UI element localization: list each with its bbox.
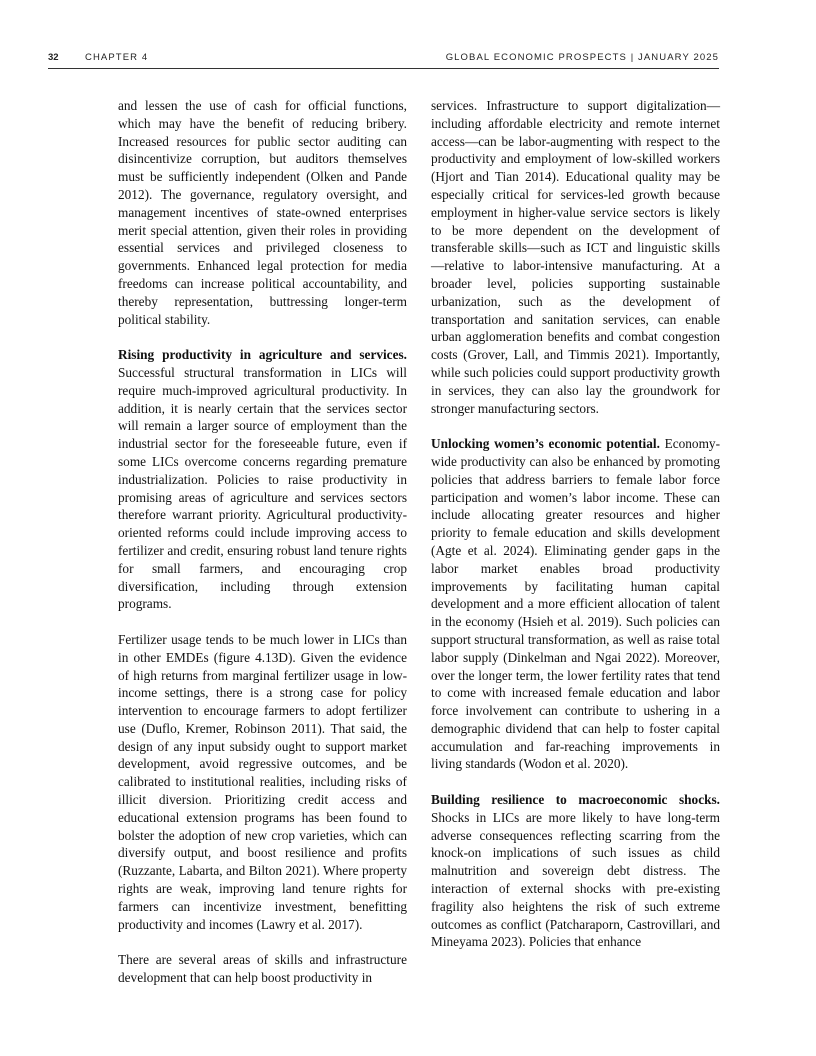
paragraph: and lessen the use of cash for official functions, which may have the benefit of reducing bribery. Increased resources for public sector auditing can disincentivize corruption, but auditors themselves must be sufficiently independent (Olken and Pande 2012). The governance, regulatory oversight, and management incentives of state-owned enterprises merit special attention, given their roles in providing essential services and privileged closeness to governments. Enhanced legal protection for media freedoms can increase political accountability, and thereby representation, buttressing longer-term political stability. [118, 98, 407, 327]
section-heading: Unlocking women’s economic potential. [431, 436, 660, 452]
paragraph-text: Successful structural transformation in LICs will require much-improved agricultural productivity. In addition, it is nearly certain that the services sector will remain a larger source of employment than the industrial sector for the foreseeable future, even if some LICs overcome concerns regarding premature industrialization. Policies to raise productivity in promising areas of agriculture and services sectors therefore warrant priority. Agricultural productivity-oriented reforms could include improving access to fertilizer and credit, ensuring robust land tenure rights for small farmers, and encouraging crop diversification, including through extension programs. [118, 364, 407, 612]
paragraph: Fertilizer usage tends to be much lower in LICs than in other EMDEs (figure 4.13D). Given the evidence of high returns from marginal fertilizer usage in low-income settings, there is a strong case for policy intervention to encourage farmers to adopt fertilizer use (Duflo, Kremer, Robinson 2011). That said, the design of any input subsidy ought to support market development, avoid regressive outcomes, and be calibrated to institutional realities, including risks of illicit diversion. Prioritizing credit access and educational extension programs has been found to bolster the adoption of new crop varieties, which can diversify output, and boost resilience and profits (Ruzzante, Labarta, and Bilton 2021). Where property rights are weak, improving land tenure rights for farmers can incentivize investment, benefitting productivity and incomes (Lawry et al. 2017). [118, 631, 407, 932]
paragraph [431, 791, 720, 951]
paragraph [431, 435, 720, 773]
paragraph [118, 346, 407, 613]
page-number: 32 [48, 52, 59, 63]
left-column [118, 97, 407, 1005]
section-heading: Building resilience to macroeconomic shocks. [431, 792, 720, 808]
paragraph-text: Shocks in LICs are more likely to have long-term adverse consequences reflecting scarring from the knock-on implications of such issues as child malnutrition and sovereign debt distress. The interaction of external shocks with pre-existing fragility also heightens the risk of such extreme outcomes as conflict (Patcharaporn, Castrovillari, and Mineyama 2023). Policies that enhance [431, 809, 720, 950]
right-column [431, 97, 720, 969]
publication-title: GLOBAL ECONOMIC PROSPECTS | JANUARY 2025 [445, 52, 719, 63]
paragraph-text: Economy-wide productivity can also be enhanced by promoting policies that address barriers to female labor force participation and women’s labor income. These can include allocating greater resources and higher priority to female education and skills development (Agte et al. 2024). Eliminating gender gaps in the labor market enables broad productivity improvements by facilitating human capital development and a more efficient allocation of talent in the economy (Hsieh et al. 2019). Such policies can support structural transformation, as well as raise total labor supply (Dinkelman and Ngai 2022). Moreover, over the longer term, the lower fertility rates that tend to come with increased female education and labor force involvement can contribute to ushering in a demographic dividend that can help to foster capital accumulation and far-reaching improvements in living standards (Wodon et al. 2020). [431, 436, 721, 772]
section-heading: Rising productivity in agriculture and services. [118, 347, 407, 363]
paragraph: There are several areas of skills and infrastructure development that can help boost productivity in [118, 952, 407, 986]
paragraph: services. Infrastructure to support digitalization—including affordable electricity and remote internet access—can be labor-augmenting with respect to the productivity and employment of low-skilled workers (Hjort and Tian 2014). Educational quality may be especially critical for services-led growth because employment in higher-value service sectors is likely to be more dependent on the development of transferable skills—such as ICT and linguistic skills—relative to labor-intensive manufacturing. At a broader level, policies supporting sustainable urbanization, such as the development of transportation and sanitation services, can enable urban agglomeration benefits and combat congestion costs (Grover, Lall, and Timmis 2021). Importantly, while such policies could support productivity growth in services, they can also lay the groundwork for stronger manufacturing sectors. [431, 98, 720, 416]
chapter-label: CHAPTER 4 [85, 52, 149, 63]
running-header [48, 52, 719, 69]
